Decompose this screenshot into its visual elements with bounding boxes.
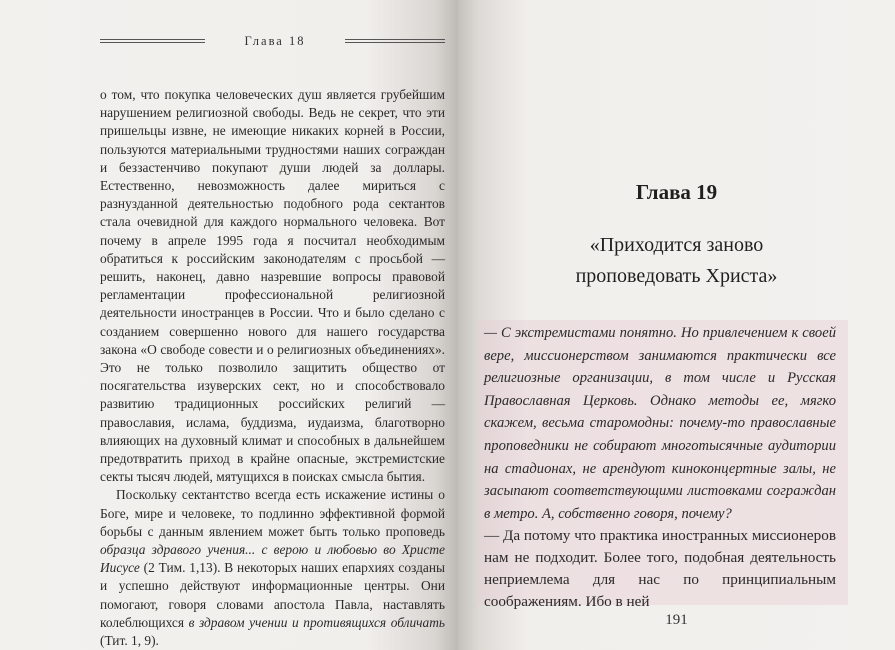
right-page-body: [484, 322, 836, 613]
interview-question: — С экстремистами понятно. Но привлечением к своей вере, миссионерством занимаются практически все религиозные организации, в том числе и Русская Православная Церковь. Однако методы ее, мягко скажем, весьма старомодны: почему-то православные проповедники не собирают многотысячные аудитории на стадионах, не арендуют киноконцертные залы, не засыпают соответствующими листовками сограждан в метро. А, собственно говоря, почему?: [484, 325, 836, 522]
running-head-rule-left: [100, 39, 205, 43]
text-run: о том, что покупка человеческих душ является грубейшим нарушением религиозной свободы. Ведь не секрет, что эти пришельцы извне, не имеющие никаких корней в России, пользуются материальными трудностями наших сограждан и беззастенчиво покупают души людей за доллары. Естественно, невозможность далее мириться с разнузданной деятельностью подобного рода сектантов стала очевидной для каждого нормального человека. Вот почему в апреле 1995 года я посчитал необходимым обратиться к российским законодателям с просьбой — решить, наконец, давно назревшие вопросы правовой регламентации профессиональной религиозной деятельности иностранцев в России. Что и было сделано с созданием совершенно нового для нашего государства закона «О свободе совести и о религиозных объединениях». Это не только позволило защитить общество от посягательства изуверских сект, но и способствовало развитию традиционных российских религий — православия, ислама, буддизма, иудаизма, благотворно влияющих на духовный климат и способных в дальнейшем предотвратить приход в крайне опасные, экстремистские секты тысяч людей, мятущихся в поисках смысла бытия.: [100, 87, 445, 485]
running-head-title: Глава 18: [244, 34, 306, 48]
text-run: Поскольку сектантство всегда есть искажение истины о Боге, мире и человеке, то подлинно эффективной формой борьбы с данным явлением может быть только проповедь: [100, 487, 445, 539]
running-head-rule-right: [345, 39, 445, 43]
chapter-title-line-1: «Приходится заново: [589, 234, 764, 256]
quote-run: образца здравого учения... с верою и любовью во Христе Иисусе: [100, 542, 445, 576]
interview-answer: — Да потому что практика иностранных миссионеров нам не подходит. Более того, подобная деятельность неприемлема для нас по принципиальным соображениям. Ибо в ней: [484, 527, 836, 610]
chapter-title: [458, 230, 895, 292]
paragraph-1: [100, 86, 445, 486]
paragraph-2: [100, 486, 445, 650]
page-number: 191: [665, 612, 688, 628]
chapter-label: Глава 19: [635, 180, 718, 204]
text-run: (2 Тим. 1,13). В некоторых наших епархиях созданы и успешно действуют информационные центры. Они помогают, говоря словами апостола Павла, наставлять колеблющихся: [100, 560, 445, 630]
text-run: (Тит. 1, 9).: [100, 633, 159, 649]
running-head: [100, 34, 445, 50]
left-page-body: [100, 86, 445, 650]
quote-run: в здравом учении и противящихся обличать: [188, 614, 446, 630]
chapter-title-line-2: проповедовать Христа»: [575, 265, 778, 287]
